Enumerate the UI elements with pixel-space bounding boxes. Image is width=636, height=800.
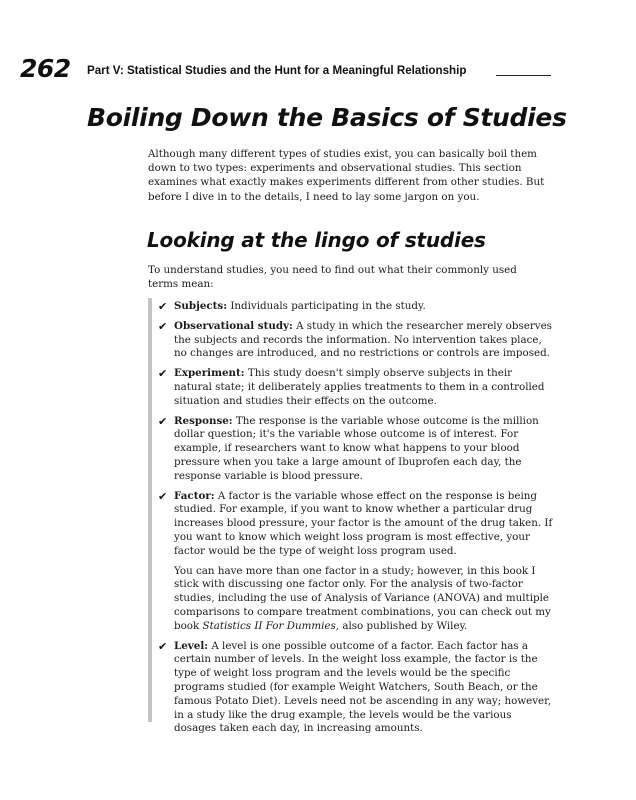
term-definition: The response is the variable whose outcome is the million dollar question; it's the variable whose outcome is of interest. For example, if researchers want to know what happens to your blood pressure when you take a large amount of Ibuprofen each day, the response variable is blood pressure.: [174, 414, 539, 482]
terms-list: [158, 300, 553, 742]
term-definition: A level is one possible outcome of a factor. Each factor has a certain number of levels. In the weight loss example, the factor is the type of weight loss program and the levels would be the specific programs studied (for example Weight Watchers, South Beach, or the famous Potato Diet). Levels need not be ascending in any way; however, in a study like the drug example, the levels would be the various dosages taken each day, in increasing amounts.: [174, 639, 552, 735]
factor-note-text: You can have more than one factor in a study; however, in this book I stick with discussing one factor only. For the analysis of two-factor studies, including the use of Analysis of Variance (ANOVA) and multiple comparisons to compare treatment combinations, you can check out my book: [174, 564, 551, 632]
section-title: Boiling Down the Basics of Studies: [87, 103, 567, 132]
term-label: Response:: [174, 414, 233, 427]
list-margin-bar: [148, 298, 152, 722]
page-header: [20, 54, 560, 86]
term-label: Observational study:: [174, 319, 293, 332]
check-mark-icon: ✔: [158, 489, 168, 503]
lead-paragraph: To understand studies, you need to find out what their commonly used terms mean:: [148, 264, 517, 291]
book-title: Statistics II For Dummies,: [202, 619, 340, 632]
header-rule: [496, 75, 551, 76]
running-head: Part V: Statistical Studies and the Hunt for a Meaningful Relationship: [87, 64, 467, 77]
check-mark-icon: ✔: [158, 300, 168, 313]
term-label: Subjects:: [174, 300, 228, 312]
term-label: Factor:: [174, 489, 215, 502]
term-label: Level:: [174, 639, 209, 652]
check-mark-icon: ✔: [158, 319, 168, 333]
term-level: [158, 640, 553, 737]
check-mark-icon: ✔: [158, 639, 168, 653]
term-experiment: [158, 367, 553, 408]
term-definition: Individuals participating in the study.: [230, 300, 426, 312]
term-factor: [158, 490, 553, 634]
term-response: [158, 415, 553, 484]
term-subjects: [158, 300, 553, 314]
factor-note: [174, 565, 553, 634]
term-label: Experiment:: [174, 367, 245, 380]
check-mark-icon: ✔: [158, 367, 168, 381]
term-definition: A study in which the researcher merely observes the subjects and records the information. No intervention takes place, no changes are introduced, and no restrictions or controls are imposed.: [174, 319, 552, 360]
factor-note-publisher: also published by Wiley.: [339, 619, 468, 632]
term-observational-study: [158, 320, 553, 361]
page-number: 262: [20, 54, 71, 83]
term-definition: This study doesn't simply observe subjects in their natural state; it deliberately applies treatments to them in a controlled situation and studies their effects on the outcome.: [174, 367, 545, 407]
check-mark-icon: ✔: [158, 414, 168, 428]
term-definition: A factor is the variable whose effect on the response is being studied. For example, if you want to know whether a particular drug increases blood pressure, your factor is the amount of the drug taken. If you want to know which weight loss program is most effective, your factor would be the type of weight loss program used.: [174, 489, 553, 557]
subsection-title: Looking at the lingo of studies: [147, 228, 486, 252]
intro-paragraph: Although many different types of studies exist, you can basically boil them down to two types: experiments and observational studies. This section examines what exactly makes experiments different from other studies. But before I dive in to the details, I need to lay some jargon on you.: [148, 148, 545, 203]
